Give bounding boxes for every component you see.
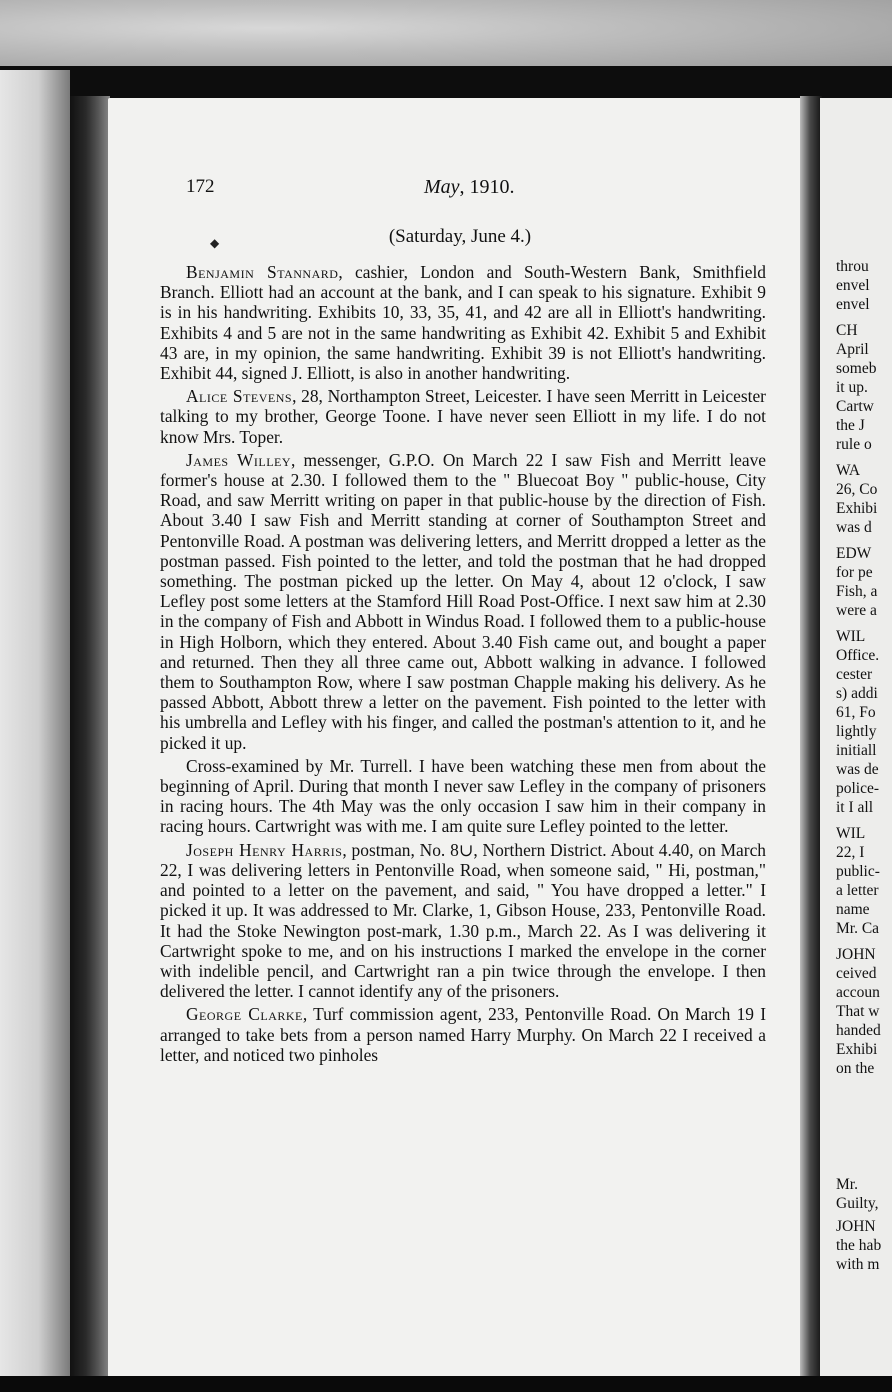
witness-name: Alice Stevens bbox=[186, 386, 293, 407]
facing-page-line: WIL bbox=[836, 825, 866, 842]
session-date: (Saturday, June 4.) bbox=[388, 226, 532, 247]
facing-page-line: Office. bbox=[836, 647, 880, 664]
facing-page-line: handed bbox=[836, 1022, 881, 1039]
facing-page-line: throu bbox=[836, 258, 869, 275]
scan-top-shadow bbox=[0, 66, 892, 100]
facing-page-line: lightly bbox=[836, 723, 877, 740]
book-gutter bbox=[800, 96, 822, 1392]
facing-page-line: s) addi bbox=[836, 685, 878, 702]
witness-name: George Clarke bbox=[186, 1004, 303, 1025]
witness-name: James Willey bbox=[186, 449, 292, 470]
facing-page-line: initiall bbox=[836, 742, 877, 759]
testimony-text bbox=[160, 262, 766, 1068]
testimony-paragraph bbox=[160, 450, 766, 753]
facing-page-line: envel bbox=[836, 296, 870, 313]
running-title bbox=[424, 176, 515, 199]
facing-page-line: it I all bbox=[836, 799, 874, 816]
facing-page-line: was d bbox=[836, 519, 872, 536]
facing-page-line: for pe bbox=[836, 564, 873, 581]
facing-page-line: were a bbox=[836, 602, 877, 619]
facing-page-line: rule o bbox=[836, 436, 872, 453]
facing-page-line: 61, Fo bbox=[836, 704, 876, 721]
testimony-body: , postman, No. 8∪, Northern District. About 4.40, on March 22, I was delivering letters in Pentonville Road, when someone said, " Hi, postman," and pointed to a letter on the pavement, and said, " You have dropped a letter." I picked it up. It was addressed to Mr. Clarke, 1, Gibson House, 233, Pentonville Road. It had the Stoke Newington post-mark, 1.30 p.m., March 22. As I was delivering it Cartwright spoke to me, and on his instructions I marked the envelope in the corner with indelible pencil, and Cartwright ran a pin twice through the envelope. I then delivered the letter. I cannot identify any of the prisoners. bbox=[160, 839, 766, 1002]
testimony-body: , messenger, G.P.O. On March 22 I saw Fish and Merritt leave former's house at 2.30. I followed them to the " Bluecoat Boy " public-house, City Road, and saw Merritt writing on paper in that public-house by the direction of Fish. About 3.40 I saw Fish and Merritt standing at corner of Southampton Street and Pentonville Road. A postman was delivering letters, and Merritt dropped a letter as the postman passed. Fish pointed to the letter, and told the postman that he had dropped something. The postman picked up the letter. On May 4, about 12 o'clock, I saw Lefley post some letters at the Stamford Hill Road Post-Office. I next saw him at 2.30 in the company of Fish and Abbott in Windus Road. I followed them to a public-house in High Holborn, which they entered. About 3.40 Fish came out, and bought a paper and returned. Then they all three came out, Abbott walking in advance. I followed them to Southampton Row, where I saw postman Chapple making his delivery. As he passed Abbott, Abbott threw a letter on the pavement. Fish pointed to the letter with his umbrella and Lefley with his finger, and called the postman's attention to it, and he picked it up. bbox=[160, 449, 766, 753]
testimony-paragraph bbox=[160, 1004, 766, 1065]
facing-page-line: WIL bbox=[836, 628, 866, 645]
facing-page-line: was de bbox=[836, 761, 879, 778]
scan-left-margin bbox=[0, 70, 70, 1392]
testimony-body: , Turf commission agent, 233, Pentonville Road. On March 19 I arranged to take bets from a person named Harry Murphy. On March 22 I received a letter, and noticed two pinholes bbox=[160, 1004, 766, 1065]
facing-page-line: a letter bbox=[836, 882, 879, 899]
page-number: 172 bbox=[186, 176, 215, 197]
facing-page-line: JOHN bbox=[836, 1218, 876, 1235]
scan-bottom-edge bbox=[0, 1376, 892, 1392]
facing-page-line: That w bbox=[836, 1003, 880, 1020]
facing-page-line: WA bbox=[836, 462, 861, 479]
facing-page-line: Exhibi bbox=[836, 1041, 878, 1058]
facing-page bbox=[820, 98, 892, 1380]
facing-page-line: Fish, a bbox=[836, 583, 878, 600]
scan-top-background bbox=[0, 0, 892, 70]
facing-page-line: Guilty, bbox=[836, 1195, 879, 1212]
running-title-year: , 1910. bbox=[459, 176, 515, 198]
testimony-body: , 28, Northampton Street, Leicester. I have seen Merritt in Leicester talking to my brother, George Toone. I have never seen Elliott in my life. I do not know Mrs. Toper. bbox=[160, 386, 766, 447]
facing-page-line: JOHN bbox=[836, 946, 876, 963]
facing-page-line: envel bbox=[836, 277, 870, 294]
facing-page-line: accoun bbox=[836, 984, 880, 1001]
facing-page-line: Cartw bbox=[836, 398, 874, 415]
facing-page-line: the J bbox=[836, 417, 865, 434]
facing-page-line: April bbox=[836, 341, 869, 358]
book-left-edge bbox=[70, 96, 110, 1392]
facing-page-line: name bbox=[836, 901, 870, 918]
facing-page-line: cester bbox=[836, 666, 873, 683]
facing-page-line: on the bbox=[836, 1060, 875, 1077]
facing-page-line: the hab bbox=[836, 1237, 882, 1254]
testimony-body: , cashier, London and South-Western Bank, Smithfield Branch. Elliott had an account at the bank, and I can speak to his signature. Exhibit 9 is in his handwriting. Exhibits 10, 33, 35, 41, and 42 are all in Elliott's handwriting. Exhibits 4 and 5 are not in the same handwriting as Exhibit 42. Exhibit 5 and Exhibit 43 are, in my opinion, the same handwriting. Exhibit 39 is not Elliott's handwriting. Exhibit 44, signed J. Elliott, is also in another handwriting. bbox=[160, 262, 766, 384]
witness-name: Joseph Henry Harris bbox=[186, 839, 343, 860]
testimony-paragraph bbox=[160, 756, 766, 837]
running-title-month: May bbox=[424, 176, 460, 198]
witness-name: Benjamin Stannard bbox=[186, 262, 339, 282]
ink-dot: ◆ bbox=[210, 236, 220, 250]
facing-page-line: 26, Co bbox=[836, 481, 878, 498]
facing-page-line: it up. bbox=[836, 379, 868, 396]
testimony-paragraph bbox=[160, 386, 766, 447]
facing-page-line: 22, I bbox=[836, 844, 865, 861]
running-header bbox=[186, 176, 766, 206]
facing-page-line: EDW bbox=[836, 545, 872, 562]
facing-page-line: ceived bbox=[836, 965, 877, 982]
facing-page-line: someb bbox=[836, 360, 877, 377]
facing-page-line: Mr. bbox=[836, 1176, 858, 1193]
facing-page-line: Exhibi bbox=[836, 500, 878, 517]
testimony-paragraph bbox=[160, 262, 766, 383]
facing-page-line: Mr. Ca bbox=[836, 920, 880, 937]
testimony-body: Cross-examined by Mr. Turrell. I have been watching these men from about the beginning of April. During that month I never saw Lefley in the company of prisoners in racing hours. The 4th May was the only occasion I saw him in their company in racing hours. Cartwright was with me. I am quite sure Lefley pointed to the letter. bbox=[160, 755, 766, 837]
facing-page-line: CH bbox=[836, 322, 858, 339]
testimony-paragraph bbox=[160, 840, 766, 1002]
facing-page-line: with m bbox=[836, 1256, 880, 1273]
facing-page-line: public- bbox=[836, 863, 880, 880]
facing-page-line: police- bbox=[836, 780, 880, 797]
